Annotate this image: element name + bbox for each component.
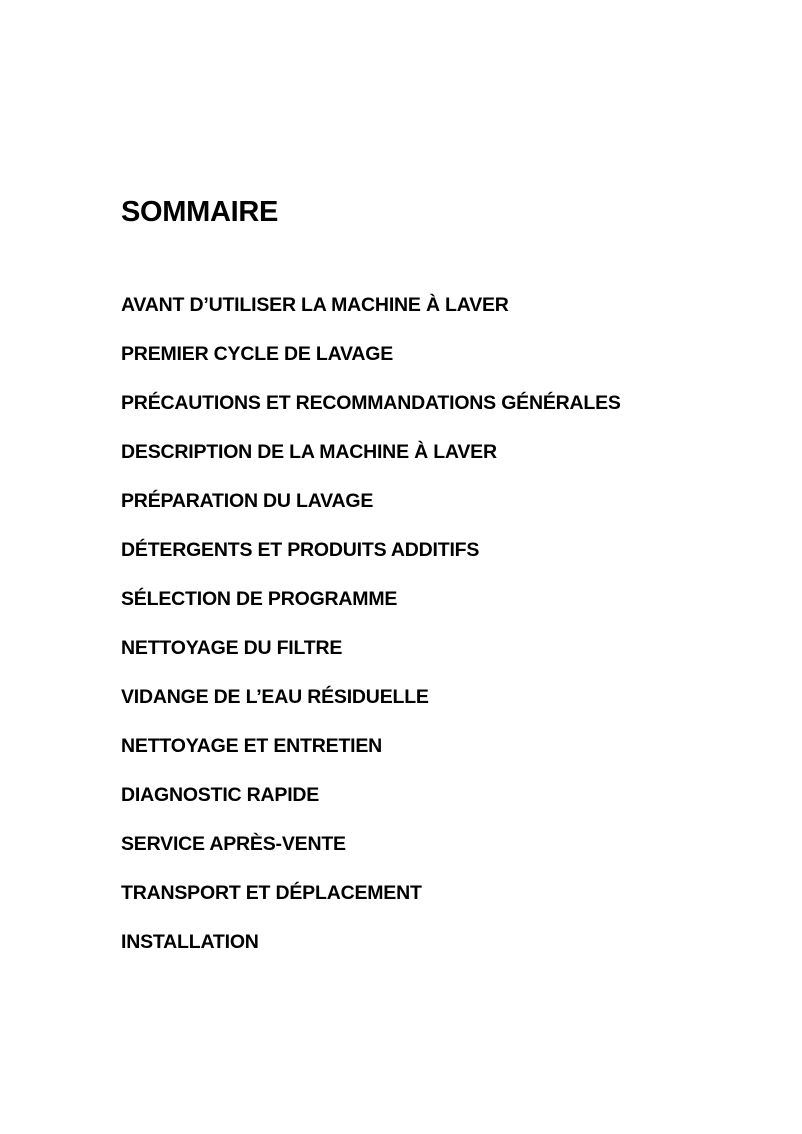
toc-item: TRANSPORT ET DÉPLACEMENT: [121, 882, 422, 904]
toc-item: DESCRIPTION DE LA MACHINE À LAVER: [121, 441, 497, 463]
toc-item: DÉTERGENTS ET PRODUITS ADDITIFS: [121, 539, 480, 561]
toc-item: DIAGNOSTIC RAPIDE: [121, 784, 320, 806]
toc-item: SERVICE APRÈS-VENTE: [121, 833, 346, 855]
toc-item: AVANT D’UTILISER LA MACHINE À LAVER: [121, 294, 509, 316]
toc-item: PRÉPARATION DU LAVAGE: [121, 490, 374, 512]
toc-item: SÉLECTION DE PROGRAMME: [121, 588, 398, 610]
table-of-contents: [121, 292, 621, 978]
toc-item: NETTOYAGE ET ENTRETIEN: [121, 735, 383, 757]
page-title: SOMMAIRE: [121, 196, 279, 228]
toc-item: PREMIER CYCLE DE LAVAGE: [121, 343, 394, 365]
toc-item: NETTOYAGE DU FILTRE: [121, 637, 343, 659]
toc-item: PRÉCAUTIONS ET RECOMMANDATIONS GÉNÉRALES: [121, 392, 621, 414]
toc-item: INSTALLATION: [121, 931, 259, 953]
toc-item: VIDANGE DE L’EAU RÉSIDUELLE: [121, 686, 429, 708]
